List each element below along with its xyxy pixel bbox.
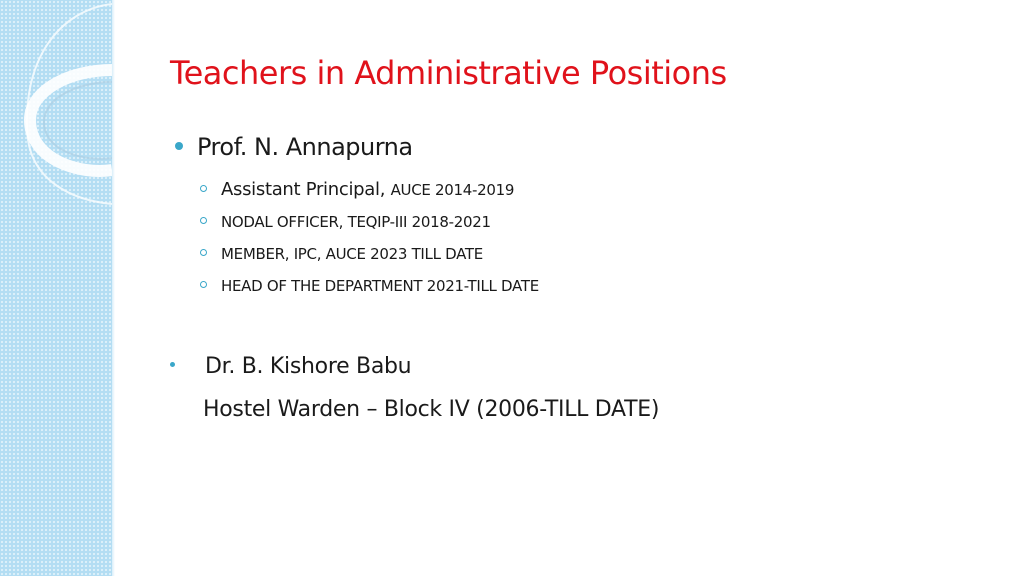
side-panel-edge xyxy=(112,0,115,576)
bullet-item-person2 xyxy=(170,352,411,382)
list-item xyxy=(200,270,539,302)
decorative-rings-icon xyxy=(0,0,112,576)
ring-bullet-icon xyxy=(200,185,207,192)
person1-name: Prof. N. Annapurna xyxy=(197,133,413,161)
ring-bullet-icon xyxy=(200,249,207,256)
role-rest: HEAD OF THE DEPARTMENT 2021-TILL DATE xyxy=(221,277,539,295)
person2-name: Dr. B. Kishore Babu xyxy=(205,354,412,379)
bullet-dot-icon xyxy=(170,362,175,367)
ring-bullet-icon xyxy=(200,217,207,224)
person1-roles-list xyxy=(200,174,539,302)
list-item xyxy=(200,238,539,270)
role-rest: MEMBER, IPC, AUCE 2023 TILL DATE xyxy=(221,245,483,263)
person2-role: Hostel Warden – Block IV (2006-TILL DATE) xyxy=(203,397,660,422)
bullet-item-person1 xyxy=(175,132,413,162)
list-item xyxy=(200,174,539,206)
role-rest: AUCE 2014-2019 xyxy=(390,181,515,199)
slide-title: Teachers in Administrative Positions xyxy=(170,54,727,92)
bullet-dot-icon xyxy=(175,142,183,150)
role-main: Assistant Principal, xyxy=(221,179,391,200)
ring-bullet-icon xyxy=(200,281,207,288)
list-item xyxy=(200,206,539,238)
role-rest: NODAL OFFICER, TEQIP-III 2018-2021 xyxy=(221,213,491,231)
decorative-side-panel xyxy=(0,0,112,576)
